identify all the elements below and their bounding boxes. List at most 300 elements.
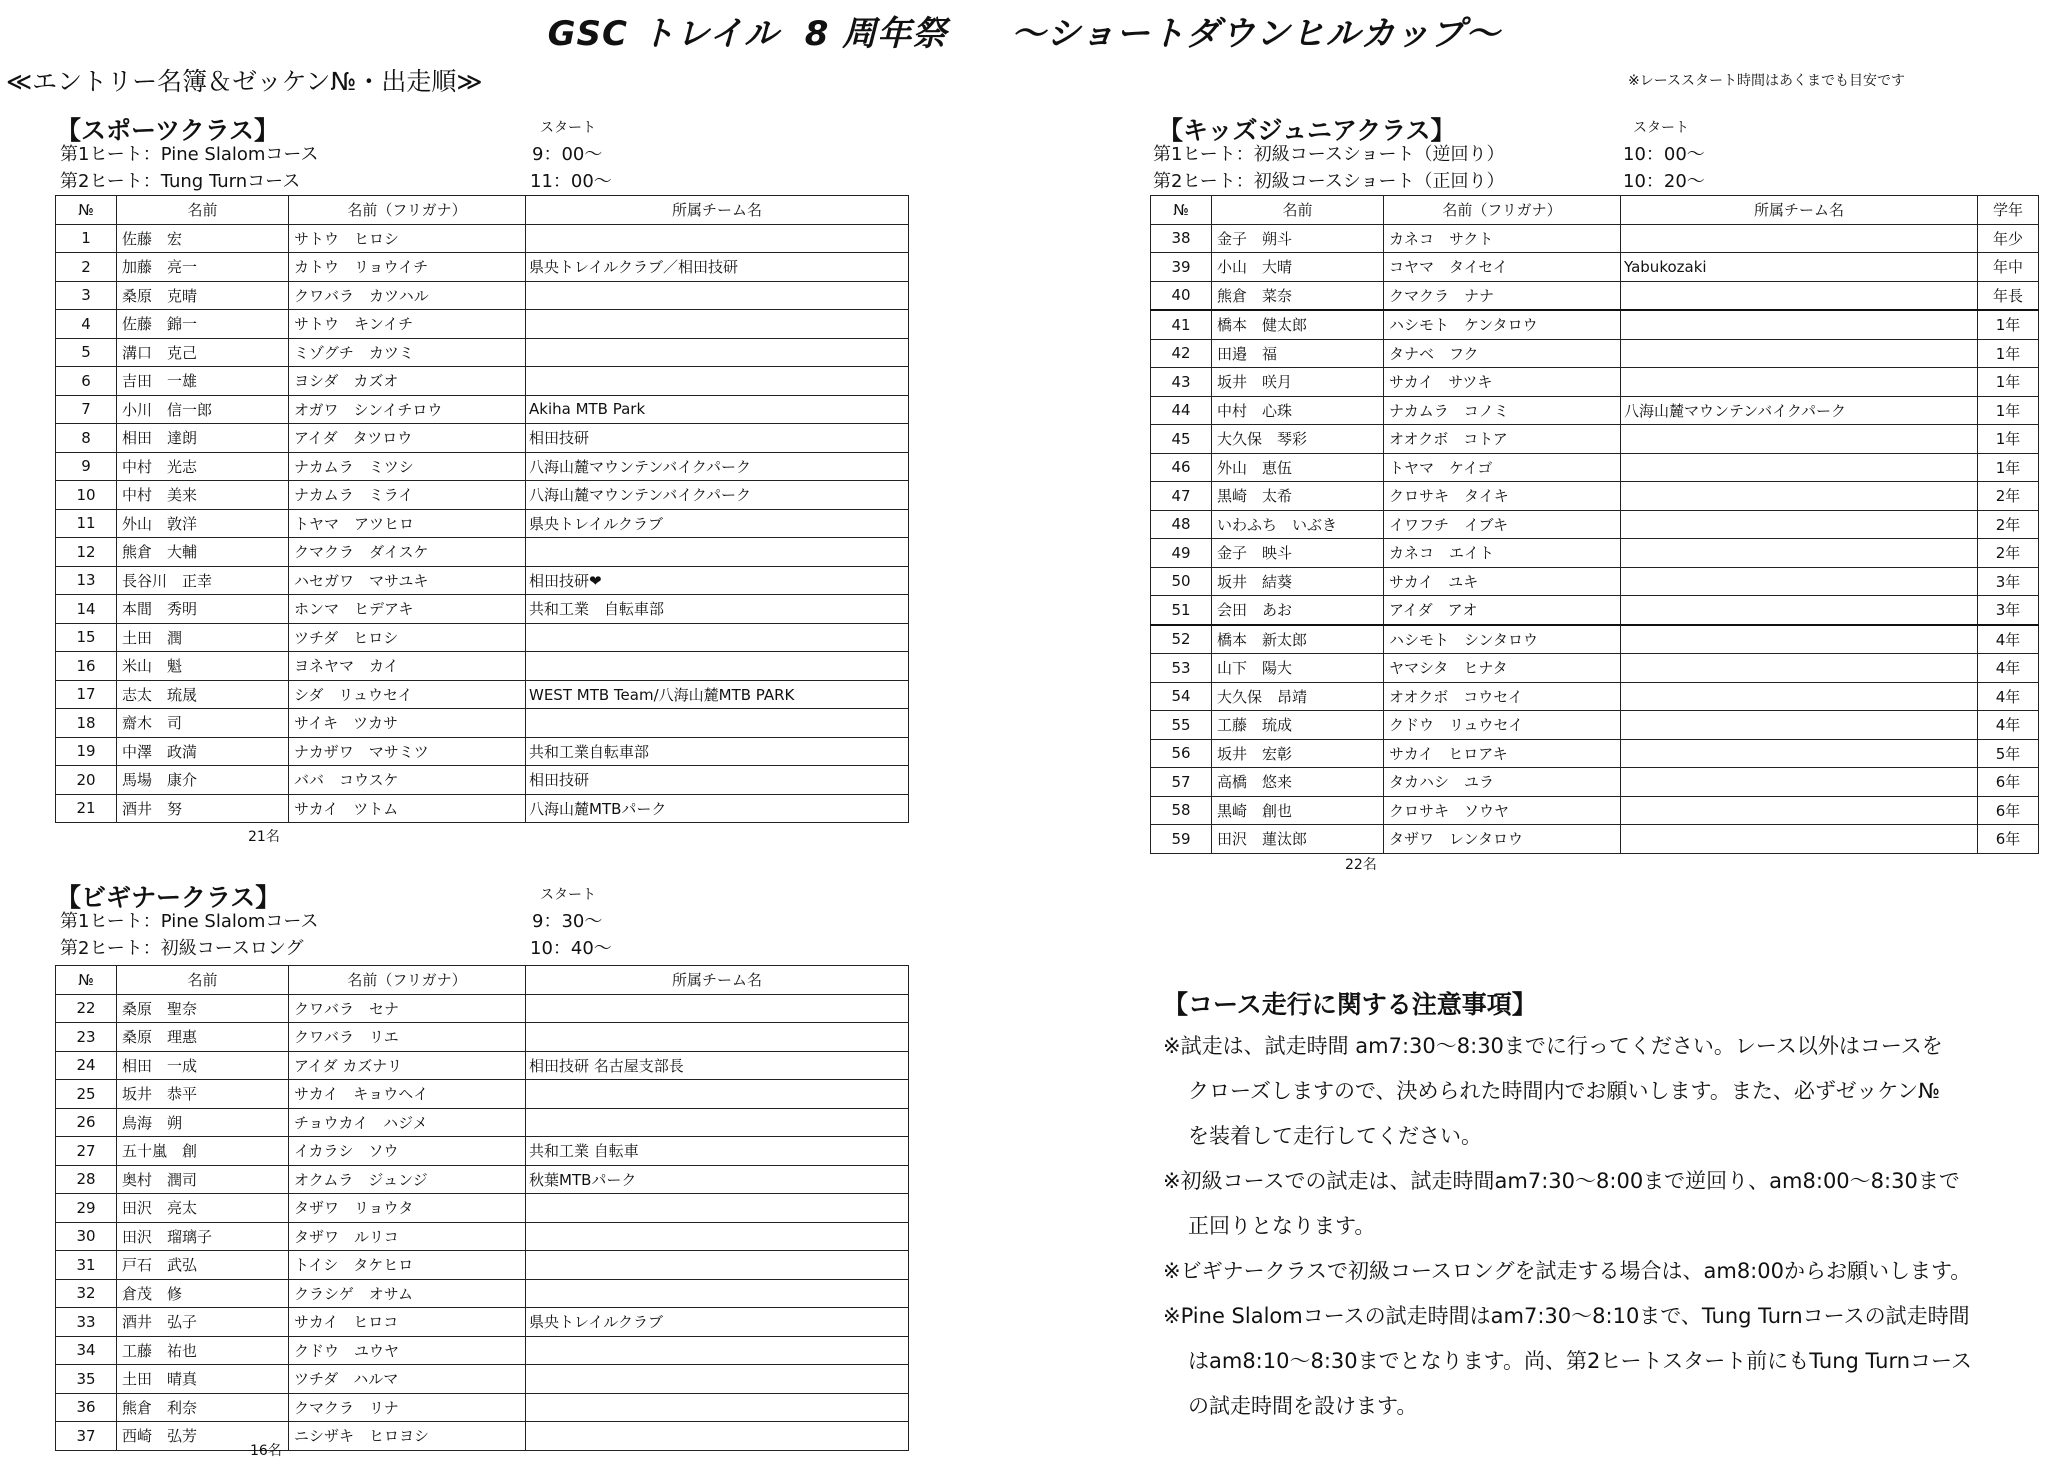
sports-entry-table (55, 195, 909, 823)
team-cell: 共和工業自転車部 (526, 737, 909, 766)
kana-cell: オガワ シンイチロウ (289, 395, 526, 424)
bib-number-cell: 46 (1151, 453, 1212, 482)
sports-class-title: 【スポーツクラス】 (56, 116, 280, 145)
team-cell (1621, 625, 1978, 654)
beginner-heat2 (60, 937, 620, 961)
kana-cell: ハシモト シンタロウ (1384, 625, 1621, 654)
table-row (56, 794, 909, 823)
name-cell: 高橋 悠来 (1212, 768, 1384, 797)
bib-number-cell: 1 (56, 224, 117, 253)
name-cell: 佐藤 錦一 (117, 310, 289, 339)
beginner-heat2-label: 第2ヒート：初級コースロング (60, 938, 304, 959)
kana-cell: カトウ リョウイチ (289, 253, 526, 282)
table-row (1151, 567, 2039, 596)
bib-number-cell: 11 (56, 509, 117, 538)
name-cell: 桑原 理惠 (117, 1023, 289, 1052)
team-cell (1621, 425, 1978, 454)
kana-cell: トヤマ ケイゴ (1384, 453, 1621, 482)
kana-cell: クマクラ ナナ (1384, 281, 1621, 310)
bib-number-cell: 9 (56, 452, 117, 481)
kids-start-label: スタート (1633, 120, 1689, 136)
table-row (56, 367, 909, 396)
name-cell: 桑原 聖奈 (117, 994, 289, 1023)
name-cell: いわふち いぶき (1212, 510, 1384, 539)
kana-cell: サカイ ツトム (289, 794, 526, 823)
team-cell (526, 1336, 909, 1365)
table-row (56, 680, 909, 709)
team-cell (1621, 768, 1978, 797)
bib-number-cell: 59 (1151, 825, 1212, 854)
name-cell: 中村 心珠 (1212, 396, 1384, 425)
grade-cell: 1年 (1978, 425, 2039, 454)
kana-cell: アイダ アオ (1384, 596, 1621, 625)
team-cell (526, 367, 909, 396)
table-row (1151, 768, 2039, 797)
kana-cell: ミゾグチ カツミ (289, 338, 526, 367)
table-header-row (1151, 196, 2039, 225)
team-cell (1621, 796, 1978, 825)
table-row (56, 1422, 909, 1451)
name-cell: 酒井 弘子 (117, 1308, 289, 1337)
col-team-header: 所属チーム名 (526, 196, 909, 225)
bib-number-cell: 20 (56, 766, 117, 795)
name-cell: 大久保 昂靖 (1212, 682, 1384, 711)
kana-cell: クロサキ ソウヤ (1384, 796, 1621, 825)
kids-class-title: 【キッズジュニアクラス】 (1158, 116, 1456, 145)
team-cell (1621, 482, 1978, 511)
team-cell (526, 709, 909, 738)
table-row (56, 424, 909, 453)
sports-heat1-label: 第1ヒート：Pine Slalomコース (60, 144, 319, 165)
kana-cell: ナカムラ ミツシ (289, 452, 526, 481)
team-cell: 相田技研 (526, 424, 909, 453)
team-cell (1621, 339, 1978, 368)
bib-number-cell: 40 (1151, 281, 1212, 310)
name-cell: 黒崎 創也 (1212, 796, 1384, 825)
name-cell: 熊倉 菜奈 (1212, 281, 1384, 310)
start-time-note: ※レーススタート時間はあくまでも目安です (1628, 73, 1906, 89)
kids-entry-table (1150, 195, 2039, 854)
sports-heat1-time: 9：00～ (532, 144, 603, 165)
kana-cell: カネコ サクト (1384, 224, 1621, 253)
bib-number-cell: 16 (56, 652, 117, 681)
team-cell (1621, 739, 1978, 768)
grade-cell: 6年 (1978, 796, 2039, 825)
kana-cell: タナベ フク (1384, 339, 1621, 368)
grade-cell: 1年 (1978, 339, 2039, 368)
team-cell (526, 652, 909, 681)
bib-number-cell: 15 (56, 623, 117, 652)
bib-number-cell: 4 (56, 310, 117, 339)
name-cell: 熊倉 利奈 (117, 1393, 289, 1422)
table-row (1151, 396, 2039, 425)
grade-cell: 年長 (1978, 281, 2039, 310)
kana-cell: クドウ ユウヤ (289, 1336, 526, 1365)
grade-cell: 6年 (1978, 768, 2039, 797)
table-row (1151, 654, 2039, 683)
kana-cell: クワバラ セナ (289, 994, 526, 1023)
kana-cell: チョウカイ ハジメ (289, 1108, 526, 1137)
bib-number-cell: 48 (1151, 510, 1212, 539)
name-cell: 工藤 祐也 (117, 1336, 289, 1365)
table-row (56, 509, 909, 538)
bib-number-cell: 8 (56, 424, 117, 453)
grade-cell: 4年 (1978, 625, 2039, 654)
table-row (56, 338, 909, 367)
kana-cell: クラシゲ オサム (289, 1279, 526, 1308)
beginner-heat1-time: 9：30～ (532, 911, 603, 932)
team-cell (526, 1194, 909, 1223)
team-cell (1621, 596, 1978, 625)
bib-number-cell: 3 (56, 281, 117, 310)
kana-cell: サトウ ヒロシ (289, 224, 526, 253)
kana-cell: クワバラ リエ (289, 1023, 526, 1052)
name-cell: 坂井 宏彰 (1212, 739, 1384, 768)
bib-number-cell: 31 (56, 1251, 117, 1280)
sports-heat2-time: 11：00～ (530, 171, 612, 192)
name-cell: 鳥海 朔 (117, 1108, 289, 1137)
team-cell: 八海山麓MTBパーク (526, 794, 909, 823)
kana-cell: アイダ タツロウ (289, 424, 526, 453)
team-cell (526, 623, 909, 652)
name-cell: 土田 潤 (117, 623, 289, 652)
table-row (56, 1108, 909, 1137)
name-cell: 佐藤 宏 (117, 224, 289, 253)
bib-number-cell: 49 (1151, 539, 1212, 568)
kids-heat1-time: 10：00～ (1623, 144, 1705, 165)
grade-cell: 4年 (1978, 711, 2039, 740)
col-kana-header: 名前（フリガナ） (1384, 196, 1621, 225)
kana-cell: アイダ カズナリ (289, 1051, 526, 1080)
team-cell: 相田技研 (526, 766, 909, 795)
team-cell (1621, 310, 1978, 339)
team-cell: WEST MTB Team/八海山麓MTB PARK (526, 680, 909, 709)
bib-number-cell: 39 (1151, 253, 1212, 282)
team-cell (1621, 539, 1978, 568)
table-row (56, 709, 909, 738)
kana-cell: サカイ キョウヘイ (289, 1080, 526, 1109)
table-row (56, 766, 909, 795)
kana-cell: ハシモト ケンタロウ (1384, 310, 1621, 339)
kana-cell: クマクラ ダイスケ (289, 538, 526, 567)
team-cell: Akiha MTB Park (526, 395, 909, 424)
table-row (56, 1194, 909, 1223)
beginner-count: 16名 (250, 1443, 282, 1459)
table-row (56, 652, 909, 681)
notes-title: 【コース走行に関する注意事項】 (1163, 990, 1537, 1019)
name-cell: 桑原 克晴 (117, 281, 289, 310)
team-cell (526, 1251, 909, 1280)
grade-cell: 1年 (1978, 396, 2039, 425)
team-cell: 県央トレイルクラブ (526, 509, 909, 538)
table-row (1151, 596, 2039, 625)
kids-heat1 (1153, 143, 1753, 167)
name-cell: 山下 陽大 (1212, 654, 1384, 683)
table-row (56, 395, 909, 424)
note-line: ※ビギナークラスで初級コースロングを試走する場合は、am8:00からお願いします。 (1163, 1259, 1972, 1283)
table-row (56, 253, 909, 282)
bib-number-cell: 36 (56, 1393, 117, 1422)
table-row (1151, 625, 2039, 654)
bib-number-cell: 28 (56, 1165, 117, 1194)
kids-heat2-time: 10：20～ (1623, 171, 1705, 192)
page-subtitle: ≪エントリー名簿＆ゼッケン№・出走順≫ (6, 67, 483, 96)
bib-number-cell: 53 (1151, 654, 1212, 683)
bib-number-cell: 12 (56, 538, 117, 567)
bib-number-cell: 32 (56, 1279, 117, 1308)
bib-number-cell: 50 (1151, 567, 1212, 596)
team-cell (1621, 453, 1978, 482)
team-cell: 共和工業 自転車部 (526, 595, 909, 624)
name-cell: 小川 信一郎 (117, 395, 289, 424)
beginner-heat1 (60, 910, 620, 934)
kana-cell: ヤマシタ ヒナタ (1384, 654, 1621, 683)
name-cell: 吉田 一雄 (117, 367, 289, 396)
name-cell: 溝口 克己 (117, 338, 289, 367)
name-cell: 志太 琉晟 (117, 680, 289, 709)
table-row (56, 994, 909, 1023)
kana-cell: タザワ ルリコ (289, 1222, 526, 1251)
name-cell: 五十嵐 創 (117, 1137, 289, 1166)
sports-heat2 (60, 170, 620, 194)
grade-cell: 年少 (1978, 224, 2039, 253)
note-line: クローズしますので、決められた時間内でお願いします。また、必ずゼッケン№ (1188, 1079, 1941, 1103)
sports-count: 21名 (248, 829, 280, 845)
kana-cell: ホンマ ヒデアキ (289, 595, 526, 624)
bib-number-cell: 58 (1151, 796, 1212, 825)
bib-number-cell: 27 (56, 1137, 117, 1166)
kana-cell: サカイ ユキ (1384, 567, 1621, 596)
kids-heat2 (1153, 170, 1753, 194)
table-row (1151, 825, 2039, 854)
kana-cell: コヤマ タイセイ (1384, 253, 1621, 282)
table-row (1151, 281, 2039, 310)
sports-start-label: スタート (540, 120, 596, 136)
name-cell: 中村 美来 (117, 481, 289, 510)
table-row (56, 1051, 909, 1080)
kana-cell: オオクボ コトア (1384, 425, 1621, 454)
name-cell: 坂井 恭平 (117, 1080, 289, 1109)
team-cell (1621, 281, 1978, 310)
kana-cell: イワフチ イブキ (1384, 510, 1621, 539)
note-line: はam8:10～8:30までとなります。尚、第2ヒートスタート前にもTung Turnコース (1188, 1349, 1973, 1373)
name-cell: 馬場 康介 (117, 766, 289, 795)
bib-number-cell: 21 (56, 794, 117, 823)
bib-number-cell: 57 (1151, 768, 1212, 797)
team-cell (526, 1222, 909, 1251)
team-cell (1621, 825, 1978, 854)
team-cell (1621, 567, 1978, 596)
table-row (1151, 796, 2039, 825)
team-cell (526, 1080, 909, 1109)
bib-number-cell: 38 (1151, 224, 1212, 253)
team-cell: 八海山麓マウンテンバイクパーク (526, 481, 909, 510)
bib-number-cell: 56 (1151, 739, 1212, 768)
kana-cell: ナカザワ マサミツ (289, 737, 526, 766)
grade-cell: 2年 (1978, 510, 2039, 539)
note-line: ※初級コースでの試走は、試走時間am7:30～8:00まで逆回り、am8:00～8:30まで (1163, 1169, 1960, 1193)
name-cell: 金子 朔斗 (1212, 224, 1384, 253)
kana-cell: タザワ リョウタ (289, 1194, 526, 1223)
sports-heat2-label: 第2ヒート：Tung Turnコース (60, 171, 301, 192)
kids-heat2-label: 第2ヒート：初級コースショート（正回り） (1153, 171, 1505, 192)
col-name-header: 名前 (117, 196, 289, 225)
team-cell (526, 224, 909, 253)
bib-number-cell: 37 (56, 1422, 117, 1451)
bib-number-cell: 35 (56, 1365, 117, 1394)
note-line: の試走時間を設けます。 (1188, 1394, 1418, 1418)
bib-number-cell: 22 (56, 994, 117, 1023)
name-cell: 大久保 琴彩 (1212, 425, 1384, 454)
col-team-header: 所属チーム名 (526, 966, 909, 995)
name-cell: 金子 映斗 (1212, 539, 1384, 568)
table-row (1151, 453, 2039, 482)
kids-heat1-label: 第1ヒート：初級コースショート（逆回り） (1153, 144, 1505, 165)
table-row (56, 1279, 909, 1308)
name-cell: 倉茂 修 (117, 1279, 289, 1308)
kana-cell: サトウ キンイチ (289, 310, 526, 339)
table-row (56, 538, 909, 567)
grade-cell: 1年 (1978, 310, 2039, 339)
bib-number-cell: 13 (56, 566, 117, 595)
col-kana-header: 名前（フリガナ） (289, 196, 526, 225)
kana-cell: クドウ リュウセイ (1384, 711, 1621, 740)
table-row (56, 737, 909, 766)
grade-cell: 4年 (1978, 654, 2039, 683)
col-name-header: 名前 (117, 966, 289, 995)
name-cell: 工藤 琉成 (1212, 711, 1384, 740)
col-kana-header: 名前（フリガナ） (289, 966, 526, 995)
note-line: ※試走は、試走時間 am7:30～8:30までに行ってください。レース以外はコースを (1163, 1034, 1943, 1058)
table-header-row (56, 196, 909, 225)
table-row (1151, 711, 2039, 740)
bib-number-cell: 26 (56, 1108, 117, 1137)
name-cell: 会田 あお (1212, 596, 1384, 625)
name-cell: 本間 秀明 (117, 595, 289, 624)
table-row (1151, 339, 2039, 368)
kana-cell: サカイ ヒロアキ (1384, 739, 1621, 768)
bib-number-cell: 44 (1151, 396, 1212, 425)
name-cell: 田邉 福 (1212, 339, 1384, 368)
table-row (1151, 510, 2039, 539)
name-cell: 中澤 政満 (117, 737, 289, 766)
bib-number-cell: 18 (56, 709, 117, 738)
bib-number-cell: 25 (56, 1080, 117, 1109)
kana-cell: クロサキ タイキ (1384, 482, 1621, 511)
table-row (1151, 253, 2039, 282)
bib-number-cell: 2 (56, 253, 117, 282)
name-cell: 奥村 潤司 (117, 1165, 289, 1194)
table-row (1151, 224, 2039, 253)
name-cell: 米山 魁 (117, 652, 289, 681)
kana-cell: ニシザキ ヒロヨシ (289, 1422, 526, 1451)
name-cell: 熊倉 大輔 (117, 538, 289, 567)
table-header-row (56, 966, 909, 995)
beginner-start-label: スタート (540, 887, 596, 903)
kana-cell: クワバラ カツハル (289, 281, 526, 310)
bib-number-cell: 17 (56, 680, 117, 709)
team-cell: 相田技研 名古屋支部長 (526, 1051, 909, 1080)
kana-cell: トイシ タケヒロ (289, 1251, 526, 1280)
kana-cell: トヤマ アツヒロ (289, 509, 526, 538)
note-line: 正回りとなります。 (1188, 1214, 1376, 1238)
bib-number-cell: 34 (56, 1336, 117, 1365)
table-row (56, 224, 909, 253)
table-row (56, 566, 909, 595)
table-row (56, 1251, 909, 1280)
team-cell (526, 1422, 909, 1451)
name-cell: 小山 大晴 (1212, 253, 1384, 282)
kids-count: 22名 (1345, 857, 1377, 873)
grade-cell: 6年 (1978, 825, 2039, 854)
table-row (1151, 482, 2039, 511)
kana-cell: ヨシダ カズオ (289, 367, 526, 396)
team-cell: 共和工業 自転車 (526, 1137, 909, 1166)
name-cell: 加藤 亮一 (117, 253, 289, 282)
col-team-header: 所属チーム名 (1621, 196, 1978, 225)
bib-number-cell: 33 (56, 1308, 117, 1337)
name-cell: 中村 光志 (117, 452, 289, 481)
name-cell: 田沢 亮太 (117, 1194, 289, 1223)
table-row (56, 1165, 909, 1194)
grade-cell: 2年 (1978, 539, 2039, 568)
team-cell (526, 994, 909, 1023)
name-cell: 相田 一成 (117, 1051, 289, 1080)
team-cell (1621, 682, 1978, 711)
bib-number-cell: 42 (1151, 339, 1212, 368)
page-title: GSC トレイル 8 周年祭 ～ショートダウンヒルカップ～ (547, 14, 1501, 54)
kana-cell: タカハシ ユラ (1384, 768, 1621, 797)
bib-number-cell: 41 (1151, 310, 1212, 339)
team-cell (1621, 654, 1978, 683)
team-cell: Yabukozaki (1621, 253, 1978, 282)
team-cell: 相田技研❤ (526, 566, 909, 595)
kana-cell: サカイ ヒロコ (289, 1308, 526, 1337)
table-row (1151, 739, 2039, 768)
table-row (56, 281, 909, 310)
name-cell: 黒崎 太希 (1212, 482, 1384, 511)
bib-number-cell: 5 (56, 338, 117, 367)
kana-cell: ハセガワ マサユキ (289, 566, 526, 595)
team-cell (526, 338, 909, 367)
name-cell: 長谷川 正幸 (117, 566, 289, 595)
name-cell: 齋木 司 (117, 709, 289, 738)
beginner-heat2-time: 10：40～ (530, 938, 612, 959)
name-cell: 土田 晴真 (117, 1365, 289, 1394)
team-cell: 県央トレイルクラブ (526, 1308, 909, 1337)
kana-cell: ヨネヤマ カイ (289, 652, 526, 681)
grade-cell: 3年 (1978, 567, 2039, 596)
grade-cell: 1年 (1978, 453, 2039, 482)
table-row (56, 1336, 909, 1365)
bib-number-cell: 23 (56, 1023, 117, 1052)
team-cell (526, 1023, 909, 1052)
table-row (56, 1365, 909, 1394)
col-name-header: 名前 (1212, 196, 1384, 225)
name-cell: 外山 敦洋 (117, 509, 289, 538)
table-row (1151, 310, 2039, 339)
name-cell: 坂井 結葵 (1212, 567, 1384, 596)
kana-cell: イカラシ ソウ (289, 1137, 526, 1166)
name-cell: 田沢 蓮汰郎 (1212, 825, 1384, 854)
name-cell: 戸石 武弘 (117, 1251, 289, 1280)
col-grade-header: 学年 (1978, 196, 2039, 225)
team-cell: 八海山麓マウンテンバイクパーク (1621, 396, 1978, 425)
name-cell: 坂井 咲月 (1212, 368, 1384, 397)
bib-number-cell: 43 (1151, 368, 1212, 397)
bib-number-cell: 29 (56, 1194, 117, 1223)
kana-cell: ツチダ ハルマ (289, 1365, 526, 1394)
